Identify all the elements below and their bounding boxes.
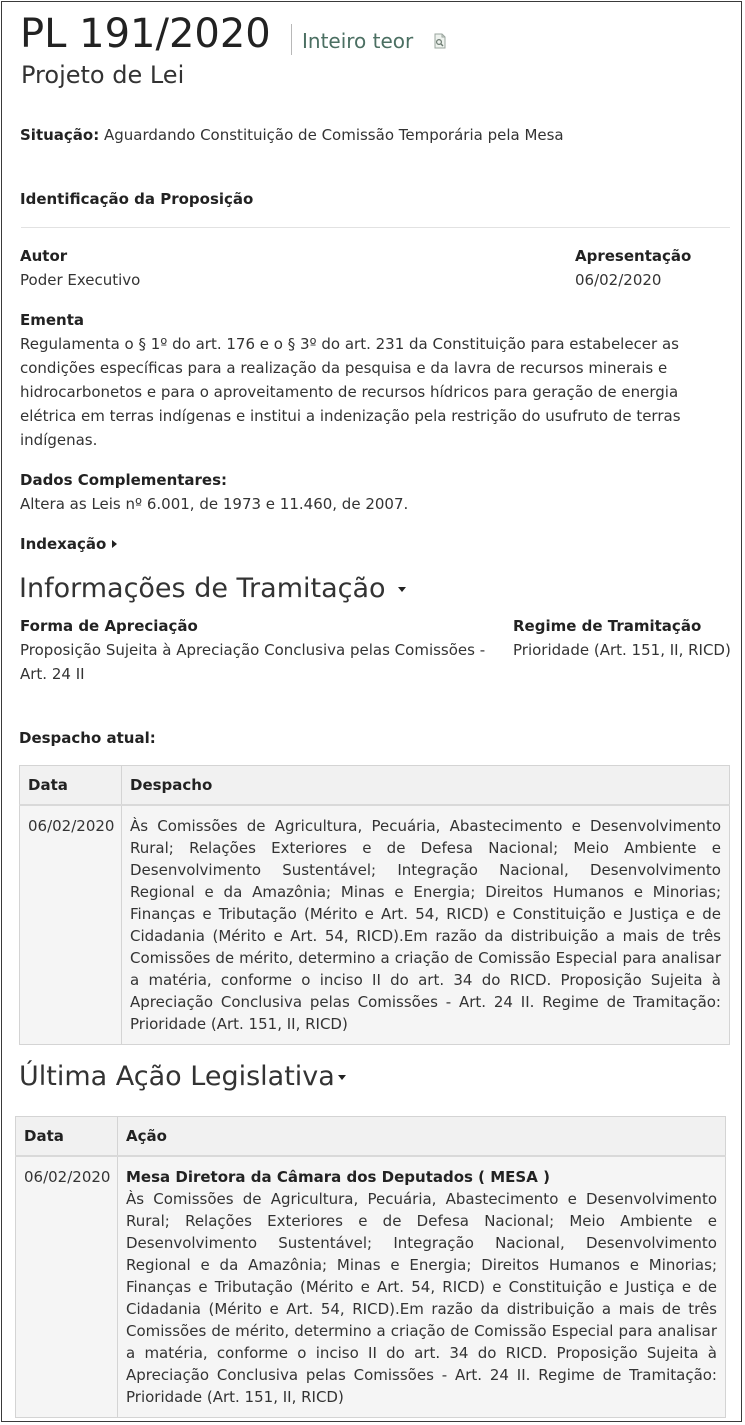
ementa-text: [20, 332, 681, 452]
proposition-type: Projeto de Lei: [21, 61, 185, 89]
indexacao-toggle[interactable]: Indexação: [20, 535, 107, 553]
acao-cell: [118, 1156, 726, 1418]
acao-date: 06/02/2020: [16, 1156, 118, 1418]
forma-apreciacao-value: [20, 638, 485, 686]
tramitacao-chevron-down-icon[interactable]: [398, 587, 406, 592]
despacho-date: 06/02/2020: [20, 805, 122, 1045]
table-header-row: [20, 766, 730, 805]
acao-orgao: Mesa Diretora da Câmara dos Deputados ( MESA ): [126, 1167, 550, 1186]
col-header-acao: Ação: [118, 1117, 726, 1156]
ementa-line: elétrica em terras indígenas e institui a indenização pela restrição do usufruto de terras: [20, 407, 681, 425]
ultima-acao-table: [15, 1116, 726, 1418]
dados-complementares-value: Altera as Leis nº 6.001, de 1973 e 11.460, de 2007.: [20, 495, 409, 513]
full-text-link[interactable]: Inteiro teor: [302, 29, 414, 53]
regime-tramitacao-label: Regime de Tramitação: [513, 617, 702, 635]
title-divider: [291, 24, 292, 55]
document-search-icon[interactable]: [432, 33, 448, 49]
page-title: PL 191/2020: [20, 11, 271, 57]
situacao-line: [20, 123, 564, 147]
ultima-acao-chevron-down-icon[interactable]: [338, 1075, 346, 1080]
ultima-acao-heading: Última Ação Legislativa: [19, 1061, 335, 1092]
ementa-line: hidrocarbonetos e para o aproveitamento de recursos hídricos para geração de energia: [20, 383, 679, 401]
autor-label: Autor: [20, 247, 68, 265]
forma-line: Art. 24 II: [20, 665, 85, 683]
col-header-data: Data: [16, 1117, 118, 1156]
ementa-line: condições específicas para a realização da pesquisa e da lavra de recursos minerais e: [20, 359, 668, 377]
table-row: [20, 805, 730, 1045]
regime-tramitacao-value: Prioridade (Art. 151, II, RICD): [513, 641, 731, 659]
tramitacao-heading: Informações de Tramitação: [19, 573, 386, 604]
caret-right-icon[interactable]: [112, 540, 117, 548]
ementa-line: Regulamenta o § 1º do art. 176 e o § 3º do art. 231 da Constituição para estabelecer as: [20, 335, 679, 353]
section-divider: [21, 227, 730, 228]
acao-text: Às Comissões de Agricultura, Pecuária, Abastecimento e Desenvolvimento Rural; Relações Exteriores e de Defesa Nacional; Meio Ambiente e Desenvolvimento Sustentável; Integração Nacional, Desenvolvimento Regional e da Amazônia; Minas e Energia; Direitos Humanos e Minorias; Finanças e Tributação (Mérito e Art. 54, RICD) e Constituição e Justiça e de Cidadania (Mérito e Art. 54, RICD).Em razão da distribuição a mais de três Comissões de mérito, determino a criação de Comissão Especial para analisar a matéria, conforme o inciso II do art. 34 do RICD. Proposição Sujeita à Apreciação Conclusiva pelas Comissões - Art. 24 II. Regime de Tramitação: Prioridade (Art. 151, II, RICD): [126, 1189, 717, 1406]
col-header-despacho: Despacho: [122, 766, 730, 805]
forma-line: Proposição Sujeita à Apreciação Conclusiva pelas Comissões -: [20, 641, 486, 659]
apresentacao-value: 06/02/2020: [575, 271, 662, 289]
page-frame: [1, 1, 742, 1422]
identificacao-heading: Identificação da Proposição: [20, 190, 254, 208]
situacao-value: Aguardando Constituição de Comissão Temporária pela Mesa: [104, 126, 564, 144]
dados-complementares-label: Dados Complementares:: [20, 471, 228, 489]
despacho-label: Despacho atual:: [19, 729, 156, 747]
despacho-text: Às Comissões de Agricultura, Pecuária, Abastecimento e Desenvolvimento Rural; Relações Exteriores e de Defesa Nacional; Meio Ambiente e Desenvolvimento Sustentável; Integração Nacional, Desenvolvimento Regional e da Amazônia; Minas e Energia; Direitos Humanos e Minorias; Finanças e Tributação (Mérito e Art. 54, RICD) e Constituição e Justiça e de Cidadania (Mérito e Art. 54, RICD).Em razão da distribuição a mais de três Comissões de mérito, determino a criação de Comissão Especial para analisar a matéria, conforme o inciso II do art. 34 do RICD. Proposição Sujeita à Apreciação Conclusiva pelas Comissões - Art. 24 II. Regime de Tramitação: Prioridade (Art. 151, II, RICD): [122, 805, 730, 1045]
apresentacao-label: Apresentação: [575, 247, 692, 265]
col-header-data: Data: [20, 766, 122, 805]
situacao-label: Situação:: [20, 126, 100, 144]
forma-apreciacao-label: Forma de Apreciação: [20, 617, 198, 635]
ementa-line: indígenas.: [20, 431, 98, 449]
despacho-table: [19, 765, 730, 1045]
table-row: [16, 1156, 726, 1418]
ementa-label: Ementa: [20, 311, 85, 329]
table-header-row: [16, 1117, 726, 1156]
autor-value: Poder Executivo: [20, 271, 141, 289]
